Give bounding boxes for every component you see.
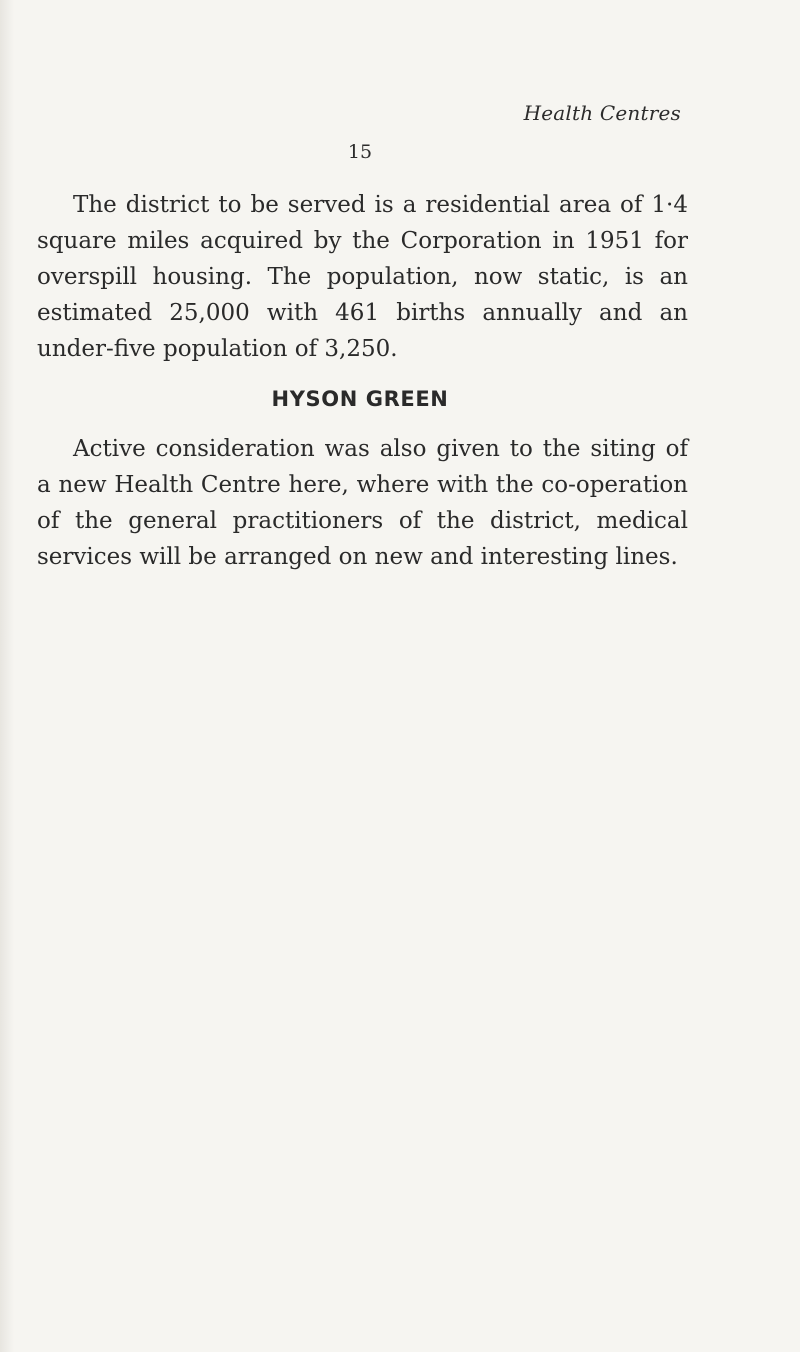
page-edge-shadow <box>0 0 14 1352</box>
page-number: 15 <box>347 141 373 163</box>
running-header: Health Centres <box>523 101 681 125</box>
section-heading: HYSON GREEN <box>271 387 449 411</box>
body-paragraph-1: The district to be served is a residential area of 1·4 square miles acquired by the Corporation in 1951 for overspill housing. The population, now static, is an estimated 25,000 with 461 births annually and an under-five population of 3,250. <box>37 192 688 362</box>
body-paragraph-2: Active consideration was also given to the siting of a new Health Centre here, where with the co-operation of the general practitioners of the district, medical services will be arranged on new and interesting lines. <box>37 436 688 570</box>
